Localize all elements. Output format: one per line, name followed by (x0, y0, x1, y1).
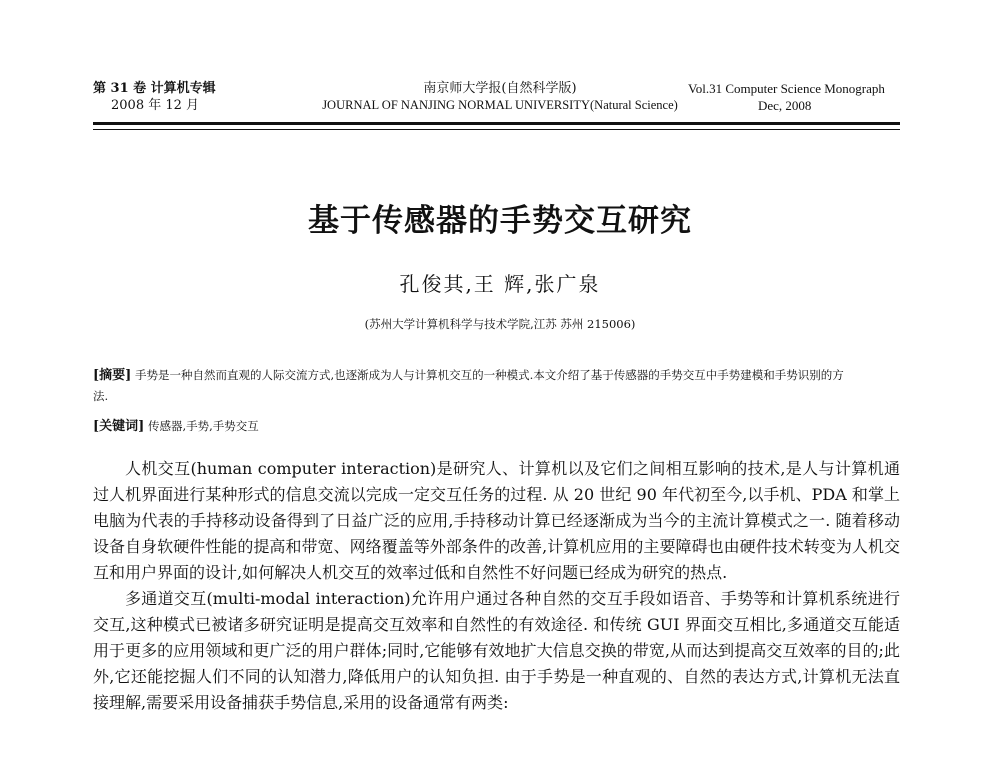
header-volume: 第 31 卷 计算机专辑 (93, 81, 216, 96)
body-paragraph: 人机交互(human computer interaction)是研究人、计算机以及它们之间相互影响的技术,是人与计算机通过人机界面进行某种形式的信息交流以完成一定交互任务的过程. 从 20 世纪 90 年代初至今,以手机、PDA 和掌上电脑为代表的手持移动设备得到了日益广泛的应用,手持移动计算已经逐渐成为当今的主流计算模式之一. 随着移动设备自身软硬件性能的提高和带宽、网络覆盖等外部条件的改善,计算机应用的主要障碍也由硬件技术转变为人机交互和用户界面的设计,如何解决人机交互的效率过低和自然性不好问题已经成为研究的热点. (93, 459, 900, 582)
keywords-text: 传感器,手势,手势交互 (147, 419, 259, 433)
abstract (93, 365, 853, 406)
paper-title: 基于传感器的手势交互研究 (308, 203, 692, 239)
body-text (93, 456, 900, 716)
header-date: 2008 年 12 月 (111, 98, 200, 113)
abstract-label: [摘要] (93, 368, 132, 383)
running-header-left (93, 80, 216, 114)
running-header-right (688, 80, 893, 114)
keywords (93, 415, 853, 434)
header-rule-thin (93, 129, 900, 130)
abstract-text: 手势是一种自然而直观的人际交流方式,也逐渐成为人与计算机交互的一种模式.本文介绍了基于传感器的手势交互中手势建模和手势识别的方法. (93, 368, 844, 403)
body-paragraph: 多通道交互(multi-modal interaction)允许用户通过各种自然的交互手段如语音、手势等和计算机系统进行交互,这种模式已被诸多研究证明是提高交互效率和自然性的有效途径. 和传统 GUI 界面交互相比,多通道交互能适用于更多的应用领域和更广泛的用户群体;同时,它能够有效地扩大信息交换的带宽,从而达到提高交互效率的目的;此外,它还能挖掘人们不同的认知潜力,降低用户的认知负担. 由于手势是一种直观的、自然的表达方式,计算机无法直接理解,需要采用设备捕获手势信息,采用的设备通常有两类: (93, 589, 900, 712)
running-header-center (300, 80, 700, 114)
keywords-label: [关键词] (93, 419, 145, 434)
header-date-en: Dec, 2008 (758, 98, 812, 113)
paper-authors: 孔俊其,王 辉,张广泉 (399, 272, 601, 296)
author-affiliation: (苏州大学计算机科学与技术学院,江苏 苏州 215006) (364, 317, 636, 331)
journal-name-en: JOURNAL OF NANJING NORMAL UNIVERSITY(Natural Science) (322, 98, 678, 112)
journal-name-cn: 南京师大学报(自然科学版) (423, 81, 577, 96)
header-rule-thick (93, 122, 900, 125)
header-volume-en: Vol.31 Computer Science Monograph (688, 81, 885, 96)
